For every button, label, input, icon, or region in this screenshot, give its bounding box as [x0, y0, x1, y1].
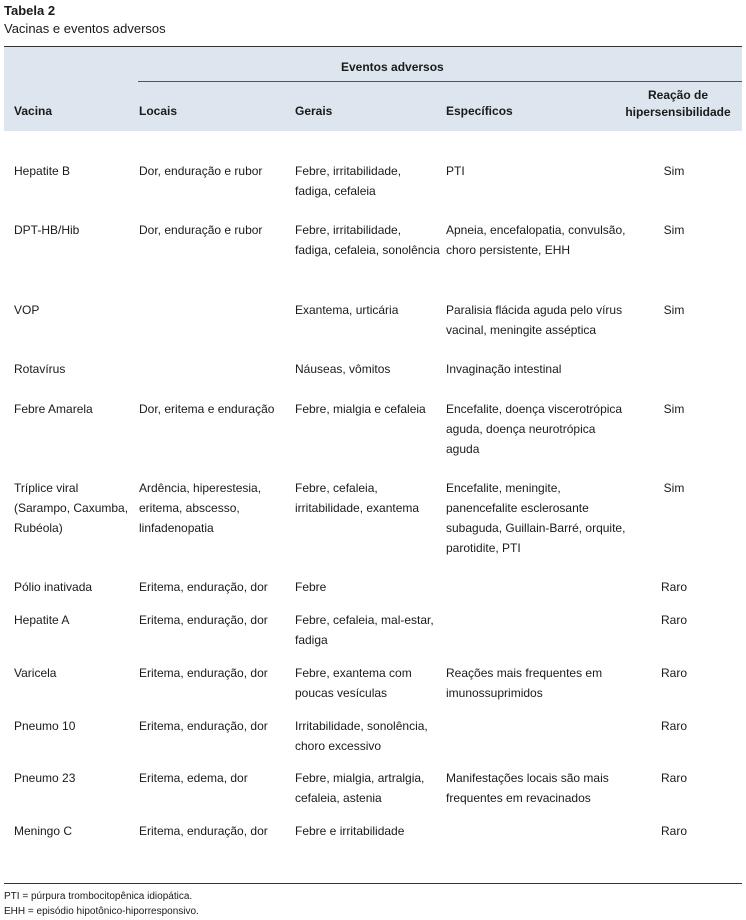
- cell-gerais: Febre, mialgia, artralgia, cefaleia, astenia: [295, 771, 425, 805]
- header-especificos: Específicos: [446, 104, 513, 118]
- header-locais: Locais: [139, 104, 178, 118]
- cell-reacao: Raro: [660, 719, 687, 733]
- cell-reacao: Sim: [663, 164, 685, 178]
- table-subtitle: Vacinas e eventos adversos: [4, 21, 166, 36]
- cell-locais: Eritema, enduração, dor: [139, 719, 268, 733]
- table-bottom-rule: [4, 883, 742, 884]
- header-vacina: Vacina: [14, 104, 53, 118]
- header-gerais: Gerais: [295, 104, 333, 118]
- cell-locais: Ardência, hiperestesia, eritema, abscesso, linfadenopatia: [139, 481, 262, 535]
- cell-gerais: Febre, cefaleia, irritabilidade, exantema: [295, 481, 420, 515]
- cell-reacao: Raro: [660, 580, 687, 594]
- cell-gerais: Febre, irritabilidade, fadiga, cefaleia, sonolência: [295, 223, 440, 257]
- cell-reacao: Sim: [663, 223, 685, 237]
- cell-locais: Eritema, enduração, dor: [139, 613, 268, 627]
- cell-locais: Eritema, enduração, dor: [139, 824, 268, 838]
- header-group-eventos: Eventos adversos: [341, 60, 444, 74]
- header-reacao-line2: hipersensibilidade: [625, 105, 731, 119]
- cell-gerais: Febre e irritabilidade: [295, 824, 405, 838]
- cell-especificos: PTI: [446, 164, 465, 178]
- cell-reacao: Sim: [663, 481, 685, 495]
- table-title: Tabela 2: [4, 3, 56, 18]
- cell-vacina: DPT-HB/Hib: [14, 223, 80, 237]
- cell-reacao: Sim: [663, 402, 685, 416]
- cell-especificos: Reações mais frequentes em imunossuprimidos: [446, 666, 603, 700]
- table-header: [4, 46, 742, 131]
- cell-locais: Dor, eritema e enduração: [139, 402, 275, 416]
- cell-locais: Dor, enduração e rubor: [139, 164, 263, 178]
- cell-vacina: Varicela: [14, 666, 57, 680]
- cell-vacina: Hepatite A: [14, 613, 70, 627]
- cell-locais: Eritema, enduração, dor: [139, 666, 268, 680]
- cell-especificos: Paralisia flácida aguda pelo vírus vacinal, meningite asséptica: [446, 303, 623, 337]
- cell-gerais: Febre, irritabilidade, fadiga, cefaleia: [295, 164, 402, 198]
- cell-vacina: VOP: [14, 303, 40, 317]
- cell-especificos: Apneia, encefalopatia, convulsão, choro persistente, EHH: [446, 223, 626, 257]
- cell-gerais: Febre: [295, 580, 327, 594]
- cell-reacao: Raro: [660, 613, 687, 627]
- cell-especificos: Manifestações locais são mais frequentes em revacinados: [446, 771, 609, 805]
- cell-especificos: Encefalite, meningite, panencefalite esclerosante subaguda, Guillain-Barré, orquite, parotidite, PTI: [446, 481, 626, 555]
- cell-locais: Eritema, enduração, dor: [139, 580, 268, 594]
- cell-gerais: Náuseas, vômitos: [295, 362, 391, 376]
- cell-vacina: Pneumo 10: [14, 719, 76, 733]
- cell-vacina: Pneumo 23: [14, 771, 76, 785]
- header-group-divider: [138, 81, 742, 82]
- header-reacao-line1: Reação de: [647, 88, 709, 102]
- cell-reacao: Raro: [660, 771, 687, 785]
- cell-vacina: Hepatite B: [14, 164, 71, 178]
- cell-reacao: Raro: [660, 666, 687, 680]
- cell-vacina: Tríplice viral (Sarampo, Caxumba, Rubéola): [14, 481, 129, 535]
- cell-gerais: Febre, cefaleia, mal-estar, fadiga: [295, 613, 434, 647]
- footnote-pti: PTI = púrpura trombocitopênica idiopática.: [4, 891, 193, 902]
- cell-vacina: Rotavírus: [14, 362, 66, 376]
- cell-especificos: Encefalite, doença viscerotrópica aguda, doença neurotrópica aguda: [446, 402, 623, 456]
- cell-reacao: Raro: [660, 824, 687, 838]
- header-reacao: [616, 87, 740, 121]
- cell-gerais: Exantema, urticária: [295, 303, 399, 317]
- cell-vacina: Febre Amarela: [14, 402, 93, 416]
- cell-reacao: Sim: [663, 303, 685, 317]
- footnotes: [4, 889, 199, 919]
- cell-gerais: Febre, exantema com poucas vesículas: [295, 666, 412, 700]
- cell-vacina: Pólio inativada: [14, 580, 93, 594]
- cell-vacina: Meningo C: [14, 824, 73, 838]
- cell-locais: Dor, enduração e rubor: [139, 223, 263, 237]
- cell-gerais: Irritabilidade, sonolência, choro excessivo: [295, 719, 428, 753]
- cell-especificos: Invaginação intestinal: [446, 362, 562, 376]
- footnote-ehh: EHH = episódio hipotônico-hiporresponsivo.: [4, 906, 199, 917]
- cell-locais: Eritema, edema, dor: [139, 771, 248, 785]
- cell-gerais: Febre, mialgia e cefaleia: [295, 402, 426, 416]
